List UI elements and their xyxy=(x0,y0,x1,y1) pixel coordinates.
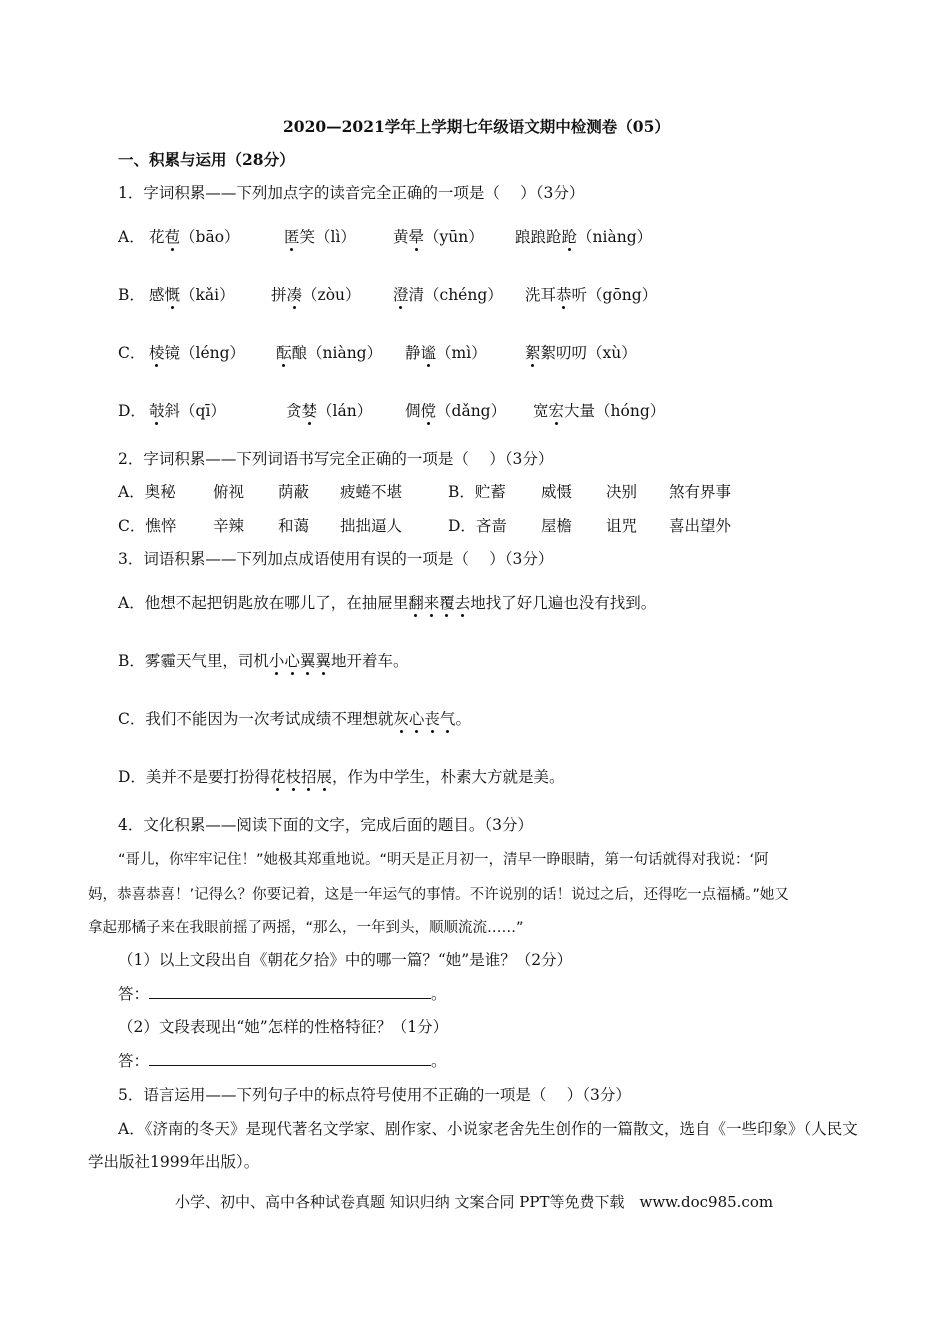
dotted-char: 覆 xyxy=(439,594,455,612)
text: 。 xyxy=(455,710,471,728)
q2-word[interactable]: A．奥秘 xyxy=(118,483,176,501)
dotted-char: 心 xyxy=(284,652,300,670)
dotted-idiom xyxy=(393,710,455,728)
dotted-char: 翼 xyxy=(315,652,331,670)
dotted-char: 翼 xyxy=(299,652,316,670)
q2-word: 拙拙逼人 xyxy=(340,517,403,535)
dotted-char: 花 xyxy=(269,768,286,786)
dotted-char: 枝 xyxy=(285,768,301,786)
q1-d-item-2: 贪婪（lán） xyxy=(286,402,373,420)
q2-word[interactable]: B．贮蓄 xyxy=(448,483,506,501)
option-label: D． xyxy=(118,402,146,420)
q1-d-item-4: 宽宏大量（hóng） xyxy=(533,402,666,420)
q4-passage-line-3: 拿起那橘子来在我眼前摇了两摇，“那么，一年到头，顺顺流流……” xyxy=(88,920,524,936)
q1-b-item-4: 洗耳恭听（gōng） xyxy=(525,286,658,304)
option-label: C． xyxy=(118,344,146,362)
q1-option-c[interactable] xyxy=(118,343,637,363)
dotted-char: 心 xyxy=(408,710,425,728)
q3-stem: 3．词语积累——下列加点成语使用有误的一项是（ ）（3分） xyxy=(118,550,554,568)
answer-label: 答： xyxy=(118,1052,150,1070)
q1-b-item-3: 澄清（chéng） xyxy=(393,286,503,304)
q1-option-a[interactable] xyxy=(118,227,653,247)
q2-word: 屋檐 xyxy=(541,517,573,535)
q5-option-a-line-1[interactable]: A．《济南的冬天》是现代著名文学家、剧作家、小说家老舍先生创作的一篇散文，选自《一些印象》（人民文 xyxy=(118,1120,858,1138)
section-heading: 一、积累与运用（28分） xyxy=(118,150,295,169)
q1-c-item-4: 絮絮叨叨（xù） xyxy=(525,344,637,362)
q2-word[interactable]: C．憔悴 xyxy=(118,517,177,535)
q4-sub-question-2: （2）文段表现出“她”怎样的性格特征？（1分） xyxy=(118,1018,449,1036)
q2-word: 诅咒 xyxy=(606,517,638,535)
text: 地开着车。 xyxy=(330,652,409,670)
q2-word: 决别 xyxy=(606,483,638,501)
q2-word: 疲蜷不堪 xyxy=(340,483,403,501)
dotted-char: 来 xyxy=(423,594,440,612)
page-footer: 小学、初中、高中各种试卷真题 知识归纳 文案合同 PPT等免费下载 www.doc985.com xyxy=(175,1193,774,1211)
q4-answer-1 xyxy=(118,984,447,1004)
option-label: B． xyxy=(118,286,145,304)
q2-word: 俯视 xyxy=(213,483,245,501)
answer-end: 。 xyxy=(431,985,447,1003)
dotted-char: 招 xyxy=(300,768,317,786)
q3-option-d[interactable] xyxy=(118,767,565,787)
q2-stem: 2．字词积累——下列词语书写完全正确的一项是（ ）（3分） xyxy=(118,450,554,468)
text: 地找了好几遍也没有找到。 xyxy=(470,594,657,612)
dotted-char: 展 xyxy=(316,768,332,786)
q1-stem: 1．字词积累——下列加点字的读音完全正确的一项是（ ）（3分） xyxy=(118,184,585,202)
answer-label: 答： xyxy=(118,985,150,1003)
dotted-char: 气 xyxy=(439,710,456,728)
q2-word: 和蔼 xyxy=(278,517,310,535)
q3-option-b[interactable] xyxy=(118,651,408,671)
dotted-idiom xyxy=(269,652,331,670)
q1-b-item-1: 感慨（kǎi） xyxy=(149,286,235,304)
q4-sub-question-1: （1）以上文段出自《朝花夕拾》中的哪一篇？“她”是谁？（2分） xyxy=(118,951,573,969)
q2-word[interactable]: D．吝啬 xyxy=(448,517,507,535)
answer-end: 。 xyxy=(431,1052,447,1070)
q3-option-c[interactable] xyxy=(118,709,471,729)
text: ，作为中学生，朴素大方就是美。 xyxy=(332,768,565,786)
page-title: 2020—2021学年上学期七年级语文期中检测卷（05） xyxy=(283,117,670,136)
q3-option-a[interactable] xyxy=(118,593,656,613)
q4-stem: 4．文化积累——阅读下面的文字，完成后面的题目。（3分） xyxy=(118,816,533,834)
q2-word: 辛辣 xyxy=(213,517,245,535)
dotted-char: 翻 xyxy=(408,594,424,612)
q4-answer-2 xyxy=(118,1051,447,1071)
q4-passage-line-2: 妈，恭喜恭喜！’记得么？你要记着，这是一年运气的事情。不许说别的话！说过之后，还得吃一点福橘。”她又 xyxy=(88,887,789,903)
q1-a-item-3: 黄晕（yūn） xyxy=(393,228,484,246)
q2-word: 煞有界事 xyxy=(669,483,732,501)
q2-word: 威慑 xyxy=(541,483,573,501)
text: D．美并不是要打扮得 xyxy=(118,768,270,786)
answer-blank-1[interactable] xyxy=(149,984,431,999)
q1-b-item-2: 拼凑（zòu） xyxy=(271,286,361,304)
text: A．他想不起把钥匙放在哪儿了，在抽屉里 xyxy=(118,594,409,612)
dotted-char: 丧 xyxy=(424,710,440,728)
q5-stem: 5．语言运用——下列句子中的标点符号使用不正确的一项是（ ）（3分） xyxy=(118,1086,631,1104)
dotted-char: 灰 xyxy=(393,710,409,728)
answer-blank-2[interactable] xyxy=(149,1051,431,1066)
q2-word: 荫蔽 xyxy=(278,483,310,501)
dotted-idiom xyxy=(408,594,470,612)
q1-d-item-1: 攲斜（qī） xyxy=(149,402,226,420)
option-label: A． xyxy=(118,228,145,246)
q2-word: 喜出望外 xyxy=(669,517,732,535)
q1-a-item-4: 踉踉跄跄（niàng） xyxy=(515,228,653,246)
q5-option-a-line-2: 学出版社1999年出版）。 xyxy=(88,1153,260,1171)
q1-d-item-3: 倜傥（dǎng） xyxy=(405,402,507,420)
q1-c-item-1: 棱镜（léng） xyxy=(149,344,246,362)
q1-a-item-1: 花苞（bāo） xyxy=(149,228,240,246)
q1-c-item-3: 静谧（mì） xyxy=(405,344,487,362)
dotted-char: 去 xyxy=(454,594,471,612)
dotted-idiom xyxy=(270,768,332,786)
q1-a-item-2: 匿笑（lì） xyxy=(284,228,356,246)
q1-option-d[interactable] xyxy=(118,401,666,421)
q1-c-item-2: 酝酿（niàng） xyxy=(276,344,383,362)
q1-option-b[interactable] xyxy=(118,285,658,305)
dotted-char: 小 xyxy=(268,652,285,670)
q4-passage-line-1: “哥儿，你牢牢记住！”她极其郑重地说。“明天是正月初一，清早一睁眼睛，第一句话就得对我说：‘阿 xyxy=(118,852,769,868)
text: C．我们不能因为一次考试成绩不理想就 xyxy=(118,710,394,728)
text: B．雾霾天气里，司机 xyxy=(118,652,269,670)
